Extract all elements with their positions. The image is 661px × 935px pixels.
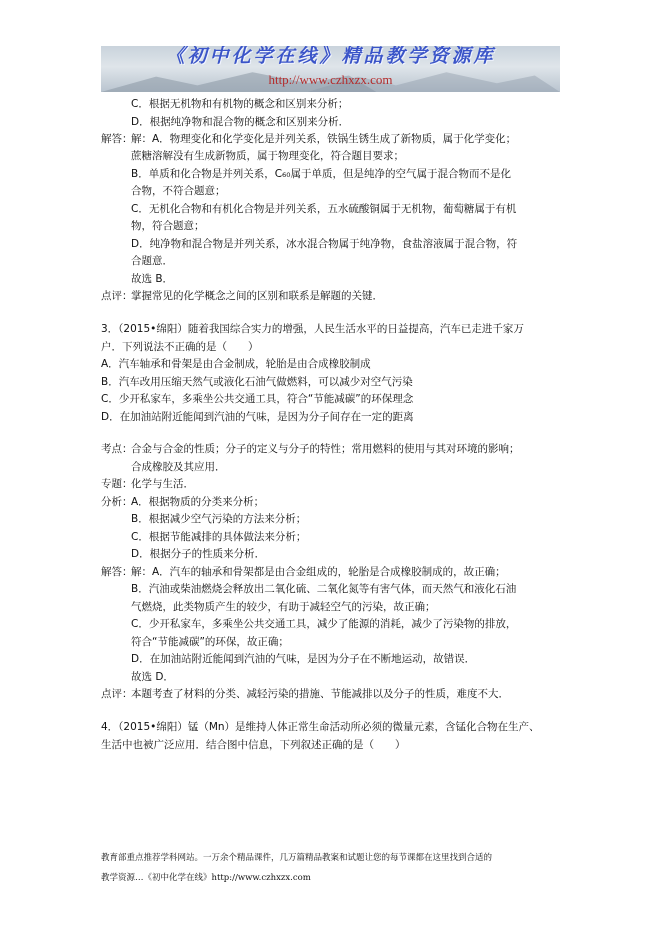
answer-line: 故选 D． bbox=[131, 671, 174, 683]
question-stem: 3．（2015•绵阳）随着我国综合实力的增强，人民生活水平的日益提高，汽车已走进千家万 bbox=[101, 323, 524, 335]
kaodian-text: 合成橡胶及其应用． bbox=[131, 461, 226, 473]
answer-line: 符合“节能减碳”的环保，故正确； bbox=[131, 636, 289, 648]
answer-line: 解：A．汽车的轴承和骨架都是由合金组成的，轮胎是合成橡胶制成的，故正确； bbox=[131, 566, 506, 578]
fenxi-label: 分析： bbox=[101, 496, 133, 508]
answer-line: C．少开私家车，多乘坐公共交通工具，减少了能源的消耗，减少了污染物的排放， bbox=[131, 618, 517, 630]
answer-line: 气燃烧，此类物质产生的较少，有助于减轻空气的污染，故正确； bbox=[131, 601, 436, 613]
answer-label: 解答： bbox=[101, 566, 133, 578]
answer-line: C．无机化合物和有机化合物是并列关系，五水硫酸铜属于无机物，葡萄糖属于有机 bbox=[131, 203, 517, 215]
option-b: B．汽车改用压缩天然气或液化石油气做燃料，可以减少对空气污染 bbox=[101, 376, 413, 388]
comment-label: 点评： bbox=[101, 688, 133, 700]
answer-label: 解答： bbox=[101, 133, 133, 145]
header-banner bbox=[101, 46, 560, 92]
kaodian-label: 考点： bbox=[101, 443, 133, 455]
option-c: C．少开私家车，多乘坐公共交通工具，符合“节能减碳”的环保理念 bbox=[101, 393, 414, 405]
banner-title: 《初中化学在线》精品教学资源库 bbox=[165, 46, 496, 67]
answer-line: 解：A．物理变化和化学变化是并列关系，铁锅生锈生成了新物质，属于化学变化； bbox=[131, 133, 517, 145]
option-a: A．汽车轴承和骨架是由合金制成，轮胎是由合成橡胶制成 bbox=[101, 358, 371, 370]
comment-label: 点评： bbox=[101, 290, 133, 302]
answer-line: 合物，不符合题意； bbox=[131, 185, 226, 197]
footer-line: 教学资源…《初中化学在线》http://www.czhxzx.com bbox=[101, 873, 311, 883]
question-stem: 4．（2015•绵阳）锰（Mn）是维持人体正常生命活动所必须的微量元素，含锰化合物在生产、 bbox=[101, 721, 540, 733]
fenxi-item: A．根据物质的分类来分析； bbox=[131, 496, 265, 508]
zhuanti-label: 专题： bbox=[101, 478, 133, 490]
option-d: D．在加油站附近能闻到汽油的气味，是因为分子间存在一定的距离 bbox=[101, 411, 414, 423]
answer-line: 蔗糖溶解没有生成新物质，属于物理变化，符合题目要求； bbox=[131, 150, 404, 162]
question-stem: 生活中也被广泛应用．结合图中信息，下列叙述正确的是（ ） bbox=[101, 739, 406, 751]
fenxi-item: C．根据节能减排的具体做法来分析； bbox=[131, 531, 307, 543]
comment-text: 掌握常见的化学概念之间的区别和联系是解题的关键． bbox=[131, 290, 383, 302]
answer-line: D．纯净物和混合物是并列关系，冰水混合物属于纯净物，食盐溶液属于混合物，符 bbox=[131, 238, 518, 250]
zhuanti-text: 化学与生活． bbox=[131, 478, 194, 490]
footer-line: 教育部重点推荐学科网站。一万余个精品课件，几万篇精品教案和试题让您的每节课都在这里找到合适的 bbox=[101, 853, 493, 863]
kaodian-text: 合金与合金的性质；分子的定义与分子的特性；常用燃料的使用与其对环境的影响； bbox=[131, 443, 520, 455]
answer-line: B．汽油或柴油燃烧会释放出二氧化硫、二氧化氮等有害气体，而天然气和液化石油 bbox=[131, 583, 517, 595]
answer-line: B．单质和化合物是并列关系，C₆₀属于单质，但是纯净的空气属于混合物而不是化 bbox=[131, 168, 511, 180]
fenxi-item: D．根据分子的性质来分析． bbox=[131, 548, 266, 560]
answer-line: 故选 B． bbox=[131, 273, 174, 285]
answer-line: 物，符合题意； bbox=[131, 220, 205, 232]
answer-line: D．在加油站附近能闻到汽油的气味，是因为分子在不断地运动，故错误． bbox=[131, 653, 476, 665]
answer-line: 合题意． bbox=[131, 255, 173, 267]
banner-url-link[interactable]: http://www.czhxzx.com bbox=[268, 72, 393, 87]
question-stem: 户．下列说法不正确的是（ ） bbox=[101, 341, 259, 353]
analysis-item-c: C．根据无机物和有机物的概念和区别来分析； bbox=[131, 98, 349, 110]
fenxi-item: B．根据减少空气污染的方法来分析； bbox=[131, 513, 307, 525]
analysis-item-d: D．根据纯净物和混合物的概念和区别来分析． bbox=[131, 116, 350, 128]
comment-text: 本题考查了材料的分类、减轻污染的措施、节能减排以及分子的性质，难度不大． bbox=[131, 688, 509, 700]
